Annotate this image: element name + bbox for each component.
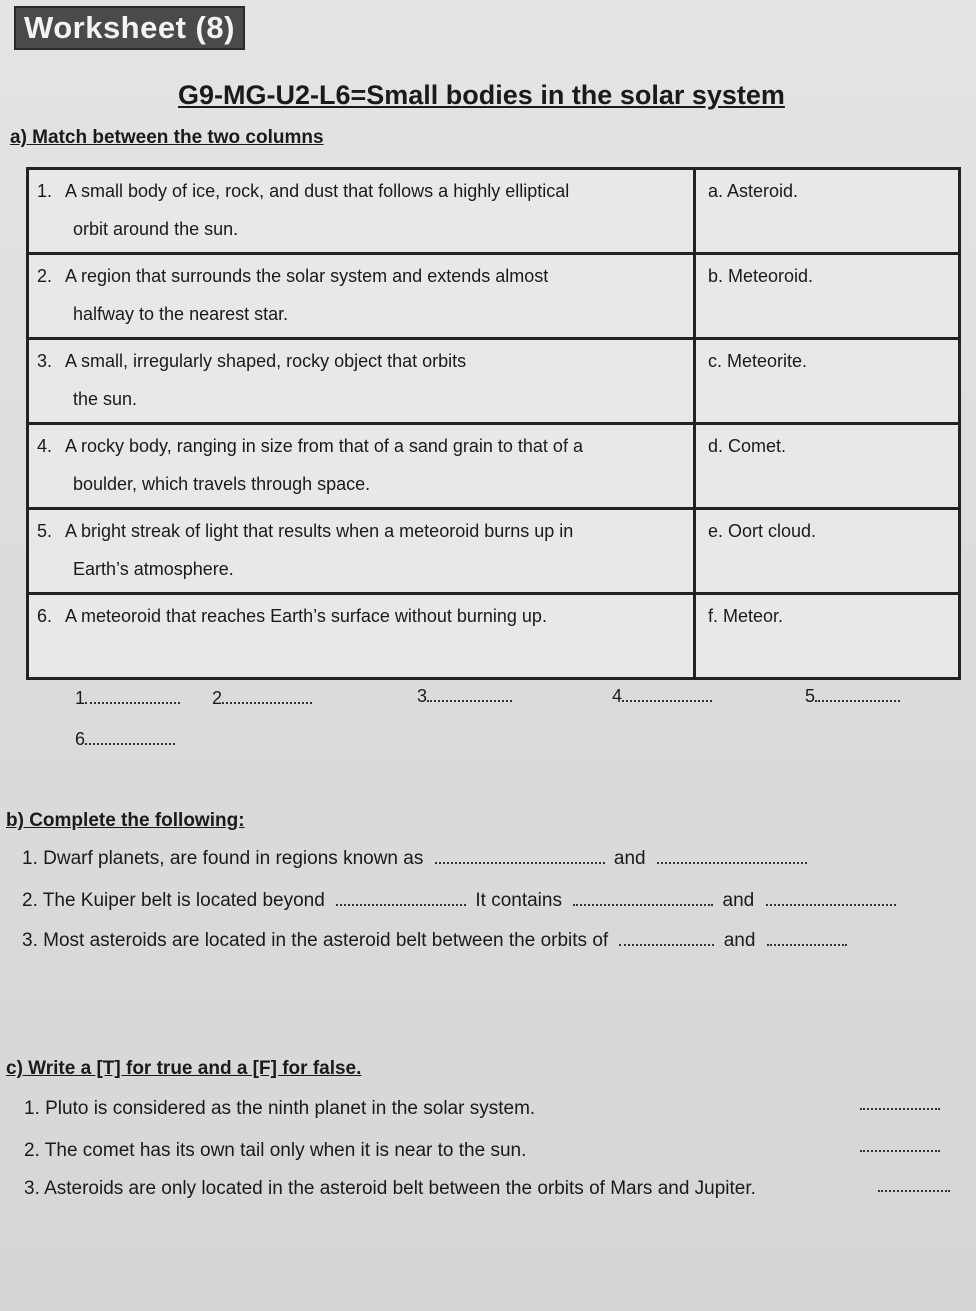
answer-blank-4[interactable]: 4 [612, 686, 712, 707]
worksheet-title: Worksheet (8) [14, 6, 245, 50]
match-table [26, 167, 961, 680]
match-description [28, 254, 695, 339]
description-line1: A meteoroid that reaches Earth’s surface without burning up. [65, 606, 547, 626]
match-description [28, 594, 695, 679]
table-row [28, 254, 960, 339]
lesson-title: G9-MG-U2-L6=Small bodies in the solar system [178, 80, 785, 110]
answer-blank-3[interactable]: 3 [417, 686, 512, 707]
table-row [28, 594, 960, 679]
match-option: e. Oort cloud. [695, 509, 960, 594]
complete-question-1: 1. Dwarf planets, are found in regions known as and [22, 848, 807, 870]
item-number: 2. [37, 266, 53, 286]
fill-blank[interactable] [619, 930, 714, 946]
item-number: 5. [37, 521, 53, 541]
true-false-item-3: 3. Asteroids are only located in the asteroid belt between the orbits of Mars and Jupiter. [24, 1178, 756, 1199]
description-line2: the sun. [73, 389, 138, 409]
match-option: d. Comet. [695, 424, 960, 509]
table-row [28, 509, 960, 594]
true-false-item-1: 1. Pluto is considered as the ninth planet in the solar system. [24, 1098, 536, 1119]
section-a-heading: a) Match between the two columns [10, 127, 324, 148]
match-description [28, 169, 695, 254]
section-c-heading: c) Write a [T] for true and a [F] for false. [6, 1058, 362, 1079]
description-line1: A small body of ice, rock, and dust that follows a highly elliptical [65, 181, 570, 201]
answer-blank-2[interactable]: 2 [212, 688, 312, 709]
description-line2: orbit around the sun. [73, 219, 239, 239]
item-number: 4. [37, 436, 53, 456]
description-line1: A bright streak of light that results when a meteoroid burns up in [65, 521, 574, 541]
fill-blank[interactable] [336, 890, 466, 906]
answer-blank-1[interactable]: 1 [75, 688, 180, 709]
tf-answer-blank-2[interactable] [860, 1148, 940, 1152]
tf-answer-blank-1[interactable] [860, 1106, 940, 1110]
fill-blank[interactable] [766, 890, 896, 906]
description-line1: A rocky body, ranging in size from that of a sand grain to that of a [65, 436, 583, 456]
match-option: c. Meteorite. [695, 339, 960, 424]
item-number: 1. [37, 181, 53, 201]
match-option: a. Asteroid. [695, 169, 960, 254]
answer-blank-5[interactable]: 5 [805, 686, 900, 707]
match-description [28, 339, 695, 424]
complete-question-3: 3. Most asteroids are located in the asteroid belt between the orbits of and [22, 930, 847, 952]
fill-blank[interactable] [767, 930, 847, 946]
section-b-heading: b) Complete the following: [6, 810, 245, 831]
fill-blank[interactable] [435, 848, 605, 864]
match-option: f. Meteor. [695, 594, 960, 679]
description-line2: boulder, which travels through space. [73, 474, 371, 494]
true-false-item-2: 2. The comet has its own tail only when it is near to the sun. [24, 1140, 527, 1161]
match-option: b. Meteoroid. [695, 254, 960, 339]
tf-answer-blank-3[interactable] [878, 1188, 950, 1192]
item-number: 3. [37, 351, 53, 371]
match-description [28, 509, 695, 594]
complete-question-2: 2. The Kuiper belt is located beyond It contains and [22, 890, 896, 912]
fill-blank[interactable] [573, 890, 713, 906]
table-row [28, 169, 960, 254]
description-line2: Earth’s atmosphere. [73, 559, 234, 579]
description-line2: halfway to the nearest star. [73, 304, 289, 324]
description-line1: A region that surrounds the solar system and extends almost [65, 266, 549, 286]
description-line1: A small, irregularly shaped, rocky object that orbits [65, 351, 467, 371]
table-row [28, 339, 960, 424]
table-row [28, 424, 960, 509]
fill-blank[interactable] [657, 848, 807, 864]
answer-blank-6[interactable]: 6 [75, 729, 175, 750]
match-description [28, 424, 695, 509]
item-number: 6. [37, 606, 53, 626]
